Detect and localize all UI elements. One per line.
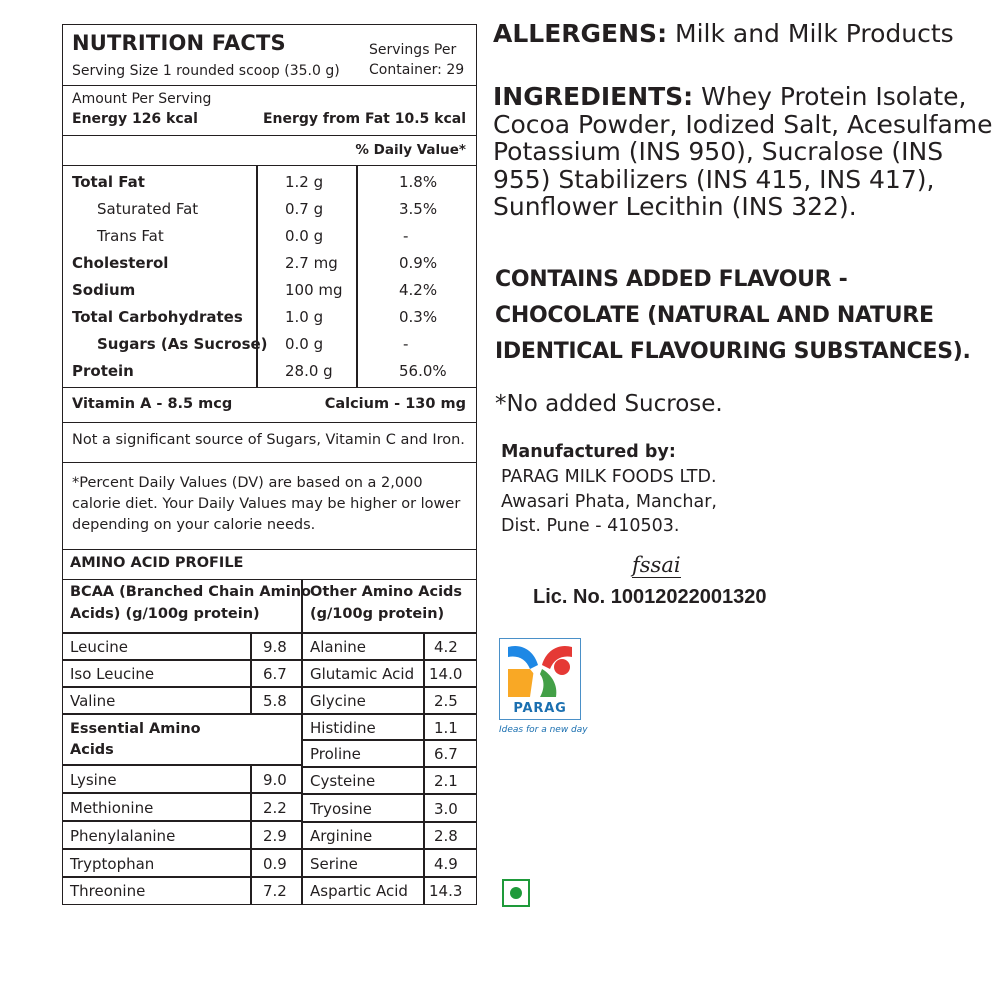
manufacturer-label: Manufactured by: <box>501 442 676 462</box>
amino-value: 14.0 <box>429 665 463 683</box>
nutrient-amount: 100 mg <box>285 281 343 299</box>
amino-name: Methionine <box>70 799 154 817</box>
grid-line <box>63 632 476 634</box>
amino-profile-title: AMINO ACID PROFILE <box>70 555 244 571</box>
allergens-statement <box>493 19 954 48</box>
amino-profile-header <box>63 550 476 580</box>
daily-value-header <box>63 136 476 166</box>
servings-per-container: Servings Per Container: 29 <box>369 42 465 78</box>
nutrient-name: Protein <box>72 362 134 380</box>
nutrient-amount: 1.0 g <box>285 308 324 326</box>
bcaa-header: BCAA (Branched Chain Amino <box>70 584 311 600</box>
nutrient-row <box>63 278 476 305</box>
amino-name: Threonine <box>70 882 146 900</box>
energy: Energy 126 kcal <box>72 111 198 127</box>
nutrient-amount: 0.7 g <box>285 200 324 218</box>
allergens-text: Milk and Milk Products <box>667 19 954 48</box>
vitamin-a: Vitamin A - 8.5 mcg <box>72 396 233 412</box>
energy-from-fat: Energy from Fat 10.5 kcal <box>262 111 466 127</box>
nutrient-name: Total Carbohydrates <box>72 308 243 326</box>
nutrient-daily-value: - <box>403 227 409 245</box>
nutrient-amount: 0.0 g <box>285 227 324 245</box>
grid-line <box>423 634 425 904</box>
amino-name: Proline <box>310 745 361 763</box>
amino-value: 4.9 <box>434 855 458 873</box>
grid-line <box>63 876 301 878</box>
nutrient-daily-value: 0.3% <box>399 308 438 326</box>
daily-value-label: % Daily Value* <box>355 142 466 158</box>
nutrient-daily-value: 3.5% <box>399 200 438 218</box>
parag-logo-icon <box>500 639 580 701</box>
grid-line <box>301 659 476 661</box>
amino-value: 9.8 <box>263 638 287 656</box>
amino-name: Alanine <box>310 638 367 656</box>
manufacturer-address: Awasari Phata, Manchar, <box>501 492 717 512</box>
grid-line <box>301 713 476 715</box>
amino-value: 0.9 <box>263 855 287 873</box>
amino-value: 9.0 <box>263 771 287 789</box>
grid-line <box>301 848 476 850</box>
nutrient-name: Saturated Fat <box>97 200 199 218</box>
amino-name: Tryptophan <box>70 855 155 873</box>
brand-tagline: Ideas for a new day <box>499 725 588 735</box>
nutrient-name: Trans Fat <box>97 227 164 245</box>
daily-value-footnote <box>63 463 476 550</box>
footnote-text: *Percent Daily Values (DV) are based on a 2,000 calorie diet. Your Daily Values may be higher or lower depending on your calorie needs. <box>72 475 461 533</box>
nutrition-facts-panel <box>62 24 477 905</box>
amino-name: Lysine <box>70 771 117 789</box>
other-amino-header: Other Amino Acids <box>310 584 463 600</box>
ingredients-label: INGREDIENTS: <box>493 82 694 111</box>
nutrient-row <box>63 197 476 224</box>
vegetarian-mark-icon <box>502 879 530 907</box>
grid-line <box>301 876 476 878</box>
grid-line <box>301 766 476 768</box>
amino-name: Iso Leucine <box>70 665 155 683</box>
grid-line <box>63 792 301 794</box>
fssai-logo: fssai <box>632 553 681 577</box>
amino-value: 2.1 <box>434 772 458 790</box>
grid-line <box>63 848 301 850</box>
nutrient-row <box>63 224 476 251</box>
ingredients-text: Whey Protein Isolate, Cocoa Powder, Iodized Salt, Acesulfame Potassium (INS 950), Sucralose (INS 955) Stabilizers (INS 415, INS 417), Sunflower Lecithin (INS 322). <box>493 82 993 221</box>
nutrient-amount: 1.2 g <box>285 173 324 191</box>
nutrient-name: Cholesterol <box>72 254 169 272</box>
manufacturer-name: PARAG MILK FOODS LTD. <box>501 467 717 487</box>
nutrition-header <box>63 25 476 86</box>
nutrient-daily-value: - <box>403 335 409 353</box>
essential-amino-header: Essential Amino <box>70 721 201 737</box>
serving-size: Serving Size 1 rounded scoop (35.0 g) <box>72 63 340 79</box>
grid-line <box>301 793 476 795</box>
not-significant-note <box>63 423 476 463</box>
amino-value: 3.0 <box>434 800 458 818</box>
nutrient-name: Total Fat <box>72 173 145 191</box>
nutrient-name: Sodium <box>72 281 136 299</box>
nutrient-amount: 0.0 g <box>285 335 324 353</box>
essential-amino-header: Acids <box>70 742 114 758</box>
parag-wordmark: PARAG <box>513 701 567 716</box>
amount-per-serving <box>63 86 476 136</box>
amino-acid-table <box>63 580 476 904</box>
nutrient-amount: 28.0 g <box>285 362 333 380</box>
parag-logo <box>499 638 581 720</box>
grid-line <box>301 580 303 904</box>
grid-line <box>63 686 301 688</box>
amino-value: 5.8 <box>263 692 287 710</box>
amino-name: Serine <box>310 855 358 873</box>
no-sucrose-note: *No added Sucrose. <box>495 391 723 417</box>
bcaa-header: Acids) (g/100g protein) <box>70 606 260 622</box>
amino-value: 7.2 <box>263 882 287 900</box>
amino-name: Glutamic Acid <box>310 665 415 683</box>
amino-value: 14.3 <box>429 882 463 900</box>
nutrient-name: Sugars (As Sucrose) <box>97 335 268 353</box>
grid-line <box>301 739 476 741</box>
nutrient-amount: 2.7 mg <box>285 254 338 272</box>
grid-line <box>301 686 476 688</box>
grid-line <box>63 764 301 766</box>
amino-value: 2.5 <box>434 692 458 710</box>
grid-line <box>250 766 252 904</box>
nutrient-row <box>63 332 476 359</box>
nutrient-row <box>63 170 476 197</box>
manufacturer-address: Dist. Pune - 410503. <box>501 516 680 536</box>
amino-value: 2.8 <box>434 827 458 845</box>
amino-value: 6.7 <box>263 665 287 683</box>
vegetarian-dot <box>510 887 522 899</box>
amino-value: 4.2 <box>434 638 458 656</box>
amino-name: Arginine <box>310 827 373 845</box>
nutrient-daily-value: 0.9% <box>399 254 438 272</box>
grid-line <box>63 820 301 822</box>
amino-name: Histidine <box>310 719 376 737</box>
grid-line <box>301 821 476 823</box>
amino-name: Valine <box>70 692 116 710</box>
grid-line <box>63 713 301 715</box>
grid-line <box>250 634 252 715</box>
ingredients-statement <box>493 83 993 221</box>
not-significant-text: Not a significant source of Sugars, Vitamin C and Iron. <box>72 432 465 448</box>
nutrient-table <box>63 166 476 388</box>
amino-name: Tryosine <box>310 800 372 818</box>
nutrient-row <box>63 305 476 332</box>
nutrient-daily-value: 1.8% <box>399 173 438 191</box>
amino-value: 6.7 <box>434 745 458 763</box>
other-amino-header: (g/100g protein) <box>310 606 445 622</box>
vitamin-row <box>63 388 476 423</box>
nutrient-row <box>63 251 476 278</box>
amino-value: 2.2 <box>263 799 287 817</box>
allergens-label: ALLERGENS: <box>493 19 668 48</box>
nutrition-title: NUTRITION FACTS <box>72 31 286 55</box>
amino-value: 1.1 <box>434 719 458 737</box>
nutrient-daily-value: 4.2% <box>399 281 438 299</box>
calcium: Calcium - 130 mg <box>324 396 466 412</box>
amino-name: Leucine <box>70 638 128 656</box>
amino-name: Phenylalanine <box>70 827 176 845</box>
nutrient-daily-value: 56.0% <box>399 362 447 380</box>
amino-name: Aspartic Acid <box>310 882 408 900</box>
grid-line <box>63 659 301 661</box>
amino-name: Glycine <box>310 692 366 710</box>
amino-value: 2.9 <box>263 827 287 845</box>
amount-label: Amount Per Serving <box>72 91 212 107</box>
nutrient-row <box>63 359 476 386</box>
flavour-statement: CONTAINS ADDED FLAVOUR - CHOCOLATE (NATURAL AND NATURE IDENTICAL FLAVOURING SUBSTANCES). <box>495 267 971 364</box>
amino-name: Cysteine <box>310 772 376 790</box>
fssai-license-number: Lic. No. 10012022001320 <box>533 586 767 608</box>
